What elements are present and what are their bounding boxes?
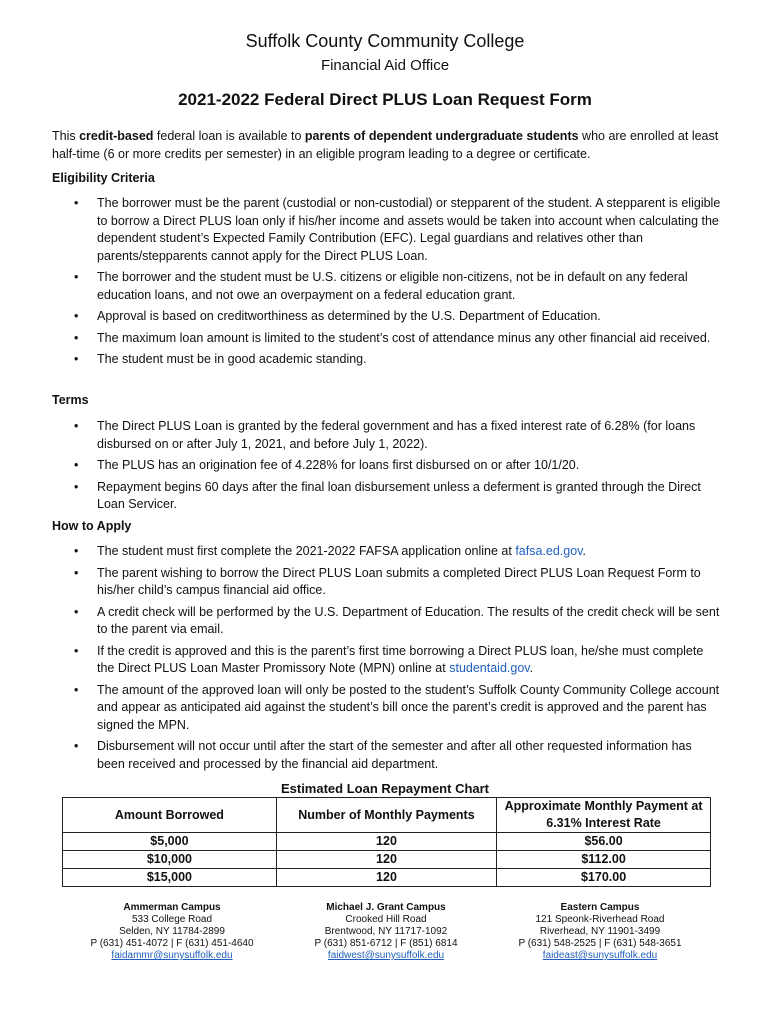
studentaid-link[interactable]: studentaid.gov <box>449 661 530 675</box>
campus-eastern <box>490 902 710 962</box>
campus-ammerman <box>62 902 282 962</box>
campus-address: 121 Speonk-Riverhead Road <box>535 914 665 925</box>
campus-email-link[interactable]: faideast@sunysuffolk.edu <box>542 950 658 961</box>
campus-phone: P (631) 451-4072 | F (631) 451-4640 <box>90 938 254 949</box>
terms-list <box>52 418 722 518</box>
repayment-table <box>62 797 711 887</box>
bullet-icon: • <box>74 643 79 658</box>
table-header-row <box>63 798 711 833</box>
list-item: • A credit check will be performed by the U.S. Department of Education. The results of the credit check will be sent to the parent via email. <box>74 604 720 636</box>
bullet-icon: • <box>74 739 79 753</box>
column-header: Number of Monthly Payments <box>276 798 496 833</box>
campus-city: Selden, NY 11784-2899 <box>119 926 225 937</box>
bullet-icon: • <box>74 458 79 472</box>
eligibility-list <box>52 195 722 373</box>
intro-paragraph: This credit-based federal loan is available to parents of dependent undergraduate students who are enrolled at least half-time (6 or more credits per semester) in an eligible program leading to a degree or certificate. <box>52 129 719 161</box>
eligibility-heading: Eligibility Criteria <box>52 171 155 185</box>
chart-title: Estimated Loan Repayment Chart <box>280 781 490 796</box>
campus-city: Brentwood, NY 11717-1092 <box>324 926 448 937</box>
list-item: • The PLUS has an origination fee of 4.228% for loans first disbursed on or after 10/1/20. <box>52 457 722 475</box>
table-cell: $10,000 <box>63 851 277 869</box>
table-cell: $56.00 <box>497 833 711 851</box>
table-cell: $112.00 <box>497 851 711 869</box>
campus-phone: P (631) 548-2525 | F (631) 548-3651 <box>518 938 682 949</box>
terms-heading: Terms <box>52 393 89 407</box>
list-item: • If the credit is approved and this is the parent’s first time borrowing a Direct PLUS loan, he/she must complete the Direct PLUS Loan Master Promissory Note (MPN) online at studentaid.gov. <box>74 643 704 675</box>
college-name: Suffolk County Community College <box>245 31 525 51</box>
bullet-icon: • <box>74 565 79 580</box>
bullet-icon: • <box>74 309 79 323</box>
campus-address: 533 College Road <box>131 914 213 925</box>
campus-address: Crooked Hill Road <box>345 914 427 925</box>
bullet-icon: • <box>74 196 79 210</box>
list-item: • The borrower must be the parent (custodial or non-custodial) or stepparent of the student. A stepparent is eligible to borrow a Direct PLUS loan only if his/her income and assets would be taken into account when calculating the dependent student’s Expected Family Contribution (EFC). Legal guardians and relatives other than parents/stepparents cannot apply for the Direct PLUS Loan. <box>74 196 721 263</box>
table-row <box>63 851 711 869</box>
bullet-icon: • <box>74 270 79 284</box>
list-item: • Disbursement will not occur until after the start of the semester and after all other requested information has been received and processed by the financial aid department. <box>74 739 692 771</box>
campus-name: Eastern Campus <box>560 902 640 913</box>
bullet-icon: • <box>74 682 79 697</box>
table-cell: $5,000 <box>63 833 277 851</box>
table-row <box>63 833 711 851</box>
bullet-icon: • <box>74 544 79 558</box>
list-item: • Repayment begins 60 days after the final loan disbursement unless a deferment is granted through the Direct Loan Servicer. <box>74 479 701 511</box>
campus-email-link[interactable]: faidammr@sunysuffolk.edu <box>111 950 233 961</box>
list-item: • The maximum loan amount is limited to the student’s cost of attendance minus any other financial aid received. <box>52 330 722 348</box>
bullet-icon: • <box>74 352 79 366</box>
bullet-icon: • <box>74 419 79 433</box>
fafsa-link[interactable]: fafsa.ed.gov <box>515 544 583 558</box>
table-cell: 120 <box>276 869 496 887</box>
list-item: • The amount of the approved loan will only be posted to the student’s Suffolk County Community College account and appear as anticipated aid against the student’s bill once the parent’s credit is approved and the parent has signed the MPN. <box>74 682 720 732</box>
list-item: • The borrower and the student must be U.S. citizens or eligible non-citizens, not be in default on any federal education loans, and not owe an overpayment on a federal education grant. <box>74 270 688 302</box>
campus-name: Michael J. Grant Campus <box>326 902 446 913</box>
bullet-icon: • <box>74 604 79 619</box>
list-item: • The student must first complete the 2021-2022 FAFSA application online at fafsa.ed.gov. <box>52 543 722 561</box>
apply-list <box>52 543 722 777</box>
list-item: • The Direct PLUS Loan is granted by the federal government and has a fixed interest rate of 6.28% (for loans disbursed on or after July 1, 2021, and before July 1, 2022). <box>74 419 696 451</box>
campus-city: Riverhead, NY 11901-3499 <box>539 926 661 937</box>
table-cell: $170.00 <box>497 869 711 887</box>
apply-heading: How to Apply <box>52 519 132 533</box>
column-header: Approximate Monthly Payment at 6.31% Interest Rate <box>497 798 711 833</box>
table-cell: 120 <box>276 833 496 851</box>
table-cell: 120 <box>276 851 496 869</box>
campus-email-link[interactable]: faidwest@sunysuffolk.edu <box>327 950 445 961</box>
campus-grant <box>276 902 496 962</box>
list-item: • The student must be in good academic standing. <box>52 351 722 369</box>
list-item: • Approval is based on creditworthiness as determined by the U.S. Department of Education. <box>52 308 722 326</box>
list-item: • The parent wishing to borrow the Direct PLUS Loan submits a completed Direct PLUS Loan Request Form to his/her child’s campus financial aid office. <box>74 565 701 597</box>
campus-name: Ammerman Campus <box>123 902 221 913</box>
bullet-icon: • <box>74 330 79 345</box>
table-cell: $15,000 <box>63 869 277 887</box>
office-name: Financial Aid Office <box>320 57 450 74</box>
bullet-icon: • <box>74 479 79 494</box>
table-row <box>63 869 711 887</box>
campus-phone: P (631) 851-6712 | F (851) 6814 <box>314 938 458 949</box>
column-header: Amount Borrowed <box>63 798 277 833</box>
form-title: 2021-2022 Federal Direct PLUS Loan Request Form <box>178 90 592 109</box>
